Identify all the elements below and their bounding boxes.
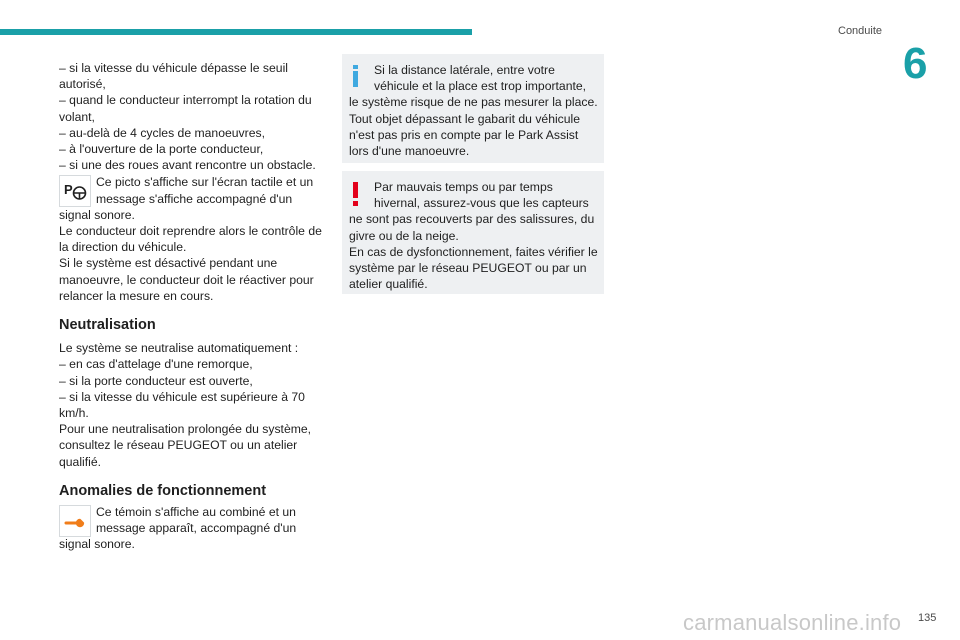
text-line: – si une des roues avant rencontre un obstacle. (59, 158, 316, 173)
text-line: ne sont pas recouverts par des salissures, du (349, 212, 595, 227)
text-line: manoeuvre, le conducteur doit le réactiver pour (59, 272, 314, 287)
text-line: relancer la mesure en cours. (59, 288, 214, 303)
text-line: – quand le conducteur interrompt la rotation du (59, 93, 312, 108)
park-assist-picto-block (59, 174, 325, 206)
text-line: message apparaît, accompagné d'un (96, 521, 297, 536)
text-line: – si la porte conducteur est ouverte, (59, 373, 253, 388)
text-line: – si la vitesse du véhicule dépasse le seuil (59, 61, 288, 75)
text-line: – en cas d'attelage d'une remorque, (59, 357, 253, 372)
driver-instructions (59, 207, 325, 304)
text-line: Si le système est désactivé pendant une (59, 256, 278, 271)
text-line: Ce picto s'affiche sur l'écran tactile et un (96, 175, 314, 190)
text-line: Tout objet dépassant le gabarit du véhicule (349, 111, 581, 126)
neutralisation-text (59, 340, 325, 470)
svg-text:P: P (64, 182, 73, 198)
text-line: – si la vitesse du véhicule est supérieure à 70 (59, 389, 305, 404)
text-line: autorisé, (59, 77, 106, 92)
header-accent-bar (0, 29, 472, 35)
text-line: En cas de dysfonctionnement, faites vérifier le (349, 244, 598, 259)
info-icon (352, 65, 360, 91)
anomalies-heading: Anomalies de fonctionnement (59, 482, 267, 499)
info-note-box (342, 54, 604, 163)
text-line: Ce témoin s'affiche au combiné et un (96, 505, 296, 520)
text-line: qualifié. (59, 454, 102, 469)
text-line: véhicule et la place est trop importante, (374, 79, 587, 94)
watermark: carmanualsonline.info (683, 610, 902, 635)
left-column (59, 60, 325, 553)
text-line: Le système se neutralise automatiquement : (59, 341, 299, 356)
text-line: message s'affiche accompagné d'un (96, 191, 293, 206)
neutralisation-heading: Neutralisation (59, 317, 156, 334)
text-line: volant, (59, 109, 95, 124)
park-steering-icon (59, 175, 91, 207)
text-line: Si la distance latérale, entre votre (374, 63, 555, 77)
text-line: système par le réseau PEUGEOT ou par un (349, 261, 587, 276)
text-line: Le conducteur doit reprendre alors le contrôle de (59, 224, 322, 239)
text-line: n'est pas pris en compte par le Park Assist (349, 127, 579, 142)
text-line: – à l'ouverture de la porte conducteur, (59, 142, 264, 157)
text-line: – au-delà de 4 cycles de manoeuvres, (59, 125, 265, 140)
conditions-list (59, 60, 325, 173)
text-line: le système risque de ne pas mesurer la place. (349, 95, 598, 110)
text-line: atelier qualifié. (349, 277, 428, 292)
text-line: km/h. (59, 406, 89, 421)
text-line: lors d'une manoeuvre. (349, 144, 470, 159)
text-line: Par mauvais temps ou par temps (374, 180, 553, 194)
text-line: signal sonore. (59, 207, 135, 222)
text-line: signal sonore. (59, 537, 135, 552)
text-line: Pour une neutralisation prolongée du système, (59, 422, 312, 437)
anomalies-picto-block (59, 504, 325, 536)
text-line: hivernal, assurez-vous que les capteurs (374, 196, 589, 211)
page-number: 135 (918, 612, 937, 624)
text-line: givre ou de la neige. (349, 228, 459, 243)
warning-note-box (342, 171, 604, 294)
chapter-number: 6 (903, 39, 928, 88)
text-line: consultez le réseau PEUGEOT ou un atelier (59, 438, 298, 453)
exclamation-icon (352, 182, 360, 210)
text-line: la direction du véhicule. (59, 240, 187, 255)
wrench-icon (59, 505, 91, 537)
section-title: Conduite (838, 25, 883, 37)
